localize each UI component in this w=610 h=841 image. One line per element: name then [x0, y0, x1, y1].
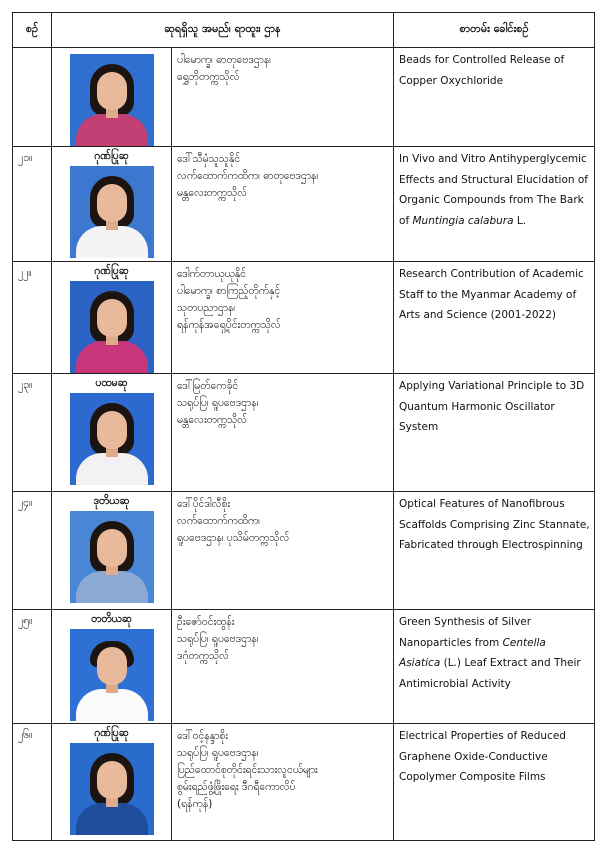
row-number: ၂၆။: [13, 724, 52, 841]
paper-title-text: (L.) Leaf Extract and Their Antimicrobial Activity: [399, 657, 581, 690]
paper-title-text: Optical Features of Nanofibrous Scaffolds Comprising Zinc Stannate, Fabricated through Electrospinning: [399, 498, 590, 551]
recipient-info: [172, 48, 394, 147]
recipient-line: သရုပ်ပြ၊ ရူပဗေဒဌာန၊: [177, 633, 259, 645]
paper-title-text: In Vivo and Vitro Antihyperglycemic Effects and Structural Elucidation of Organic Compounds from The Bark of: [399, 153, 589, 227]
photo-cell: [52, 262, 172, 374]
paper-title: [394, 492, 595, 610]
recipient-info: [172, 147, 394, 262]
recipient-line: ဒေါ်မြတ်ကေခိုင်: [177, 380, 239, 392]
portrait-photo: [70, 54, 154, 146]
recipient-line: သရုပ်ပြ၊ ရူပဗေဒဌာန၊: [177, 397, 259, 409]
prize-label: ပထမဆု: [95, 377, 128, 389]
prize-label: ဂုဏ်ပြုဆု: [94, 727, 129, 739]
paper-title-species: Muntingia calabura: [412, 214, 514, 227]
paper-title-species: Centella Asiatica: [399, 636, 546, 669]
photo-cell: [52, 724, 172, 841]
prize-label: ဂုဏ်ပြုဆု: [94, 150, 129, 162]
table-row: [13, 147, 595, 262]
photo-cell: [52, 147, 172, 262]
paper-title: [394, 610, 595, 724]
paper-title-text: Green Synthesis of Silver Nanoparticles from: [399, 616, 532, 649]
awards-table: [12, 12, 595, 841]
table-row: [13, 374, 595, 492]
recipient-line: ပြည်ထောင်စုတိုင်းရင်းသားလူငယ်များ: [177, 764, 318, 776]
recipient-line: မန္တလေးတက္ကသိုလ်: [177, 187, 248, 199]
recipient-info: [172, 724, 394, 841]
recipient-line: သရုပ်ပြ၊ ရူပဗေဒဌာန၊: [177, 747, 259, 759]
portrait-photo: [70, 281, 154, 373]
paper-title-text: Applying Variational Principle to 3D Quantum Harmonic Oscillator System: [399, 380, 585, 433]
table-row: [13, 48, 595, 147]
recipient-line: ရန်ကုန်အရှေ့ပိုင်းတက္ကသိုလ်: [177, 319, 281, 331]
table-row: [13, 492, 595, 610]
prize-label: [52, 48, 171, 51]
recipient-line: သုတပညာဌာန၊: [177, 302, 236, 314]
row-number: ၂၂။: [13, 262, 52, 374]
paper-title-text: Beads for Controlled Release of Copper Oxychloride: [399, 54, 565, 87]
recipient-line: ရွှေဘိုတက္ကသိုလ်: [177, 71, 240, 83]
paper-title: [394, 48, 595, 147]
prize-label: ဒုတိယဆု: [93, 495, 130, 507]
recipient-line: လက်ထောက်ကထိက၊: [177, 515, 260, 527]
recipient-info: [172, 374, 394, 492]
recipient-info: [172, 610, 394, 724]
photo-cell: [52, 48, 172, 147]
recipient-line: ဒေါ်သီမှံသူသူနိုင်: [177, 153, 241, 165]
paper-title: [394, 374, 595, 492]
row-number: ၂၁။: [13, 147, 52, 262]
header-person: ဆုရရှိသူ အမည်၊ ရာထူး၊ ဌာန: [52, 13, 394, 48]
prize-label: တတိယဆု: [91, 613, 132, 625]
paper-title: [394, 724, 595, 841]
portrait-photo: [70, 166, 154, 258]
paper-title-text: Research Contribution of Academic Staff to the Myanmar Academy of Arts and Science (2001-2022): [399, 268, 584, 321]
row-number: ၂၄။: [13, 492, 52, 610]
header-title: စာတမ်း ခေါင်းစဉ်: [394, 13, 595, 48]
recipient-line: လက်ထောက်ကထိက၊ ဓာတုဗေဒဌာန၊: [177, 170, 319, 182]
photo-cell: [52, 374, 172, 492]
recipient-line: စွမ်းရည်ဖွံ့ဖြိုးရေး ဒီဂရီကောလိပ်: [177, 781, 296, 793]
row-number: ၂၅။: [13, 610, 52, 724]
paper-title: [394, 147, 595, 262]
table-row: [13, 262, 595, 374]
paper-title-text: L.: [513, 214, 527, 227]
table-row: [13, 610, 595, 724]
recipient-line: ပါမောက္ခ၊ စာကြည့်တိုက်နှင့်: [177, 285, 281, 297]
paper-title-text: Electrical Properties of Reduced Graphene Oxide-Conductive Copolymer Composite Films: [399, 730, 566, 783]
row-number: ၂၃။: [13, 374, 52, 492]
recipient-line: ဒေါ်ပိုင်ဒါလီစိုး: [177, 498, 231, 510]
portrait-photo: [70, 511, 154, 603]
photo-cell: [52, 492, 172, 610]
portrait-photo: [70, 743, 154, 835]
recipient-line: ဒေါ်ဝင့်နန္ဒာစိုး: [177, 730, 228, 742]
row-number: [13, 48, 52, 147]
recipient-line: ဦးဇော်ဝင်းထွန်း: [177, 616, 235, 628]
photo-cell: [52, 610, 172, 724]
recipient-line: မန္တလေးတက္ကသိုလ်: [177, 414, 248, 426]
recipient-line: (ရန်ကုန်): [177, 798, 213, 810]
recipient-info: [172, 492, 394, 610]
header-no: စဉ်: [13, 13, 52, 48]
recipient-info: [172, 262, 394, 374]
table-row: [13, 724, 595, 841]
recipient-line: ဒဂုံတက္ကသိုလ်: [177, 650, 229, 662]
recipient-line: ဒေါက်တာယုယုနိုင်: [177, 268, 247, 280]
recipient-line: ရူပဗေဒဌာန၊ ပုသိမ်တက္ကသိုလ်: [177, 532, 290, 544]
portrait-photo: [70, 629, 154, 721]
paper-title: [394, 262, 595, 374]
header-row: [13, 13, 595, 48]
prize-label: ဂုဏ်ပြုဆု: [94, 265, 129, 277]
portrait-photo: [70, 393, 154, 485]
recipient-line: ပါမောက္ခ၊ ဓာတုဗေဒဌာန၊: [177, 54, 271, 66]
